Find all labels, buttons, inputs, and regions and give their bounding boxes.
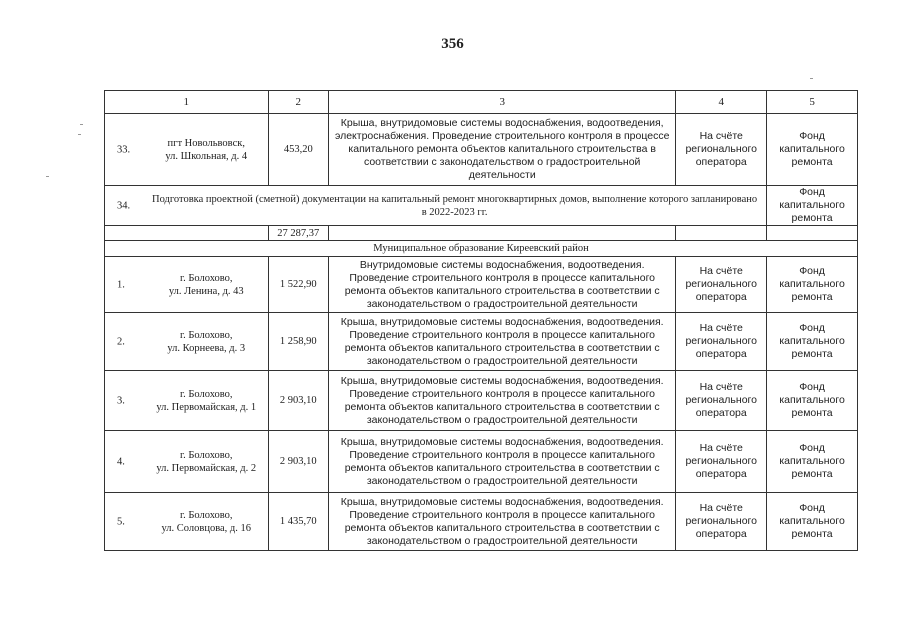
address-cell	[105, 313, 269, 371]
row-number: 1.	[117, 279, 125, 290]
amount-cell: 1 522,90	[268, 257, 329, 313]
operator-cell: На счёте регионального оператора	[676, 371, 767, 431]
address-line-1: г. Болохово,	[179, 329, 233, 341]
header-row	[105, 91, 858, 114]
header-cell-3: 3	[329, 91, 676, 114]
row-number: 5.	[117, 516, 125, 527]
funding-source-cell: Фонд капитального ремонта	[767, 371, 858, 431]
address-line-1: г. Болохово,	[179, 272, 233, 284]
operator-cell: На счёте регионального оператора	[676, 257, 767, 313]
address-line-2: ул. Корнеева, д. 3	[167, 342, 246, 354]
table-row	[105, 186, 858, 226]
work-description: Внутридомовые системы водоснабжения, водоотведения. Проведение строительного контроля в процессе капитального ремонта объектов капитального строительства в соответствии с законодательством о градостроительной деятельности	[329, 257, 676, 313]
work-description: Крыша, внутридомовые системы водоснабжения, водоотведения. Проведение строительного контроля в процессе капитального ремонта объектов капитального строительства в соответствии с законодательством о градостроительной деятельности	[329, 313, 676, 371]
address-line-2: ул. Школьная, д. 4	[165, 150, 248, 162]
funding-source-cell: Фонд капитального ремонта	[767, 257, 858, 313]
address-line-1: пгт Новольвовск,	[167, 137, 245, 149]
row-number: 3.	[117, 395, 125, 406]
design-docs-text: Подготовка проектной (сметной) документации на капитальный ремонт многоквартирных домов, выполнение которого запланировано в 2022-2023 гг.	[152, 193, 758, 218]
address-line-2: ул. Первомайская, д. 2	[156, 462, 257, 474]
address-cell	[105, 114, 269, 186]
row-number: 2.	[117, 336, 125, 347]
amount-cell: 1 258,90	[268, 313, 329, 371]
row-number: 34.	[117, 200, 131, 211]
address-cell	[105, 431, 269, 493]
address-line-1: г. Болохово,	[179, 388, 233, 400]
design-docs-cell	[105, 186, 767, 226]
address-line-1: г. Болохово,	[179, 449, 233, 461]
address-line-2: ул. Первомайская, д. 1	[156, 401, 257, 413]
amount-cell: 2 903,10	[268, 431, 329, 493]
header-cell-1: 1	[105, 91, 269, 114]
table-row	[105, 431, 858, 493]
header-cell-4: 4	[676, 91, 767, 114]
work-description: Крыша, внутридомовые системы водоснабжения, водоотведения. Проведение строительного контроля в процессе капитального ремонта объектов капитального строительства в соответствии с законодательством о градостроительной деятельности	[329, 371, 676, 431]
header-cell-5: 5	[767, 91, 858, 114]
address-cell	[105, 493, 269, 551]
funding-source-cell: Фонд капитального ремонта	[767, 313, 858, 371]
operator-cell: На счёте регионального оператора	[676, 313, 767, 371]
amount-cell: 2 903,10	[268, 371, 329, 431]
table-row	[105, 114, 858, 186]
address-line-2: ул. Ленина, д. 43	[168, 285, 244, 297]
scan-mark	[80, 124, 83, 125]
work-description: Крыша, внутридомовые системы водоснабжения, водоотведения, электроснабжения. Проведение строительного контроля в процессе капитального ремонта объектов капитального строительства в соответствии с законодательством о градостроительной деятельности	[329, 114, 676, 186]
operator-cell: На счёте регионального оператора	[676, 493, 767, 551]
funding-source-cell: Фонд капитального ремонта	[767, 114, 858, 186]
table-row	[105, 493, 858, 551]
scan-mark	[78, 134, 81, 135]
section-title: Муниципальное образование Киреевский район	[105, 241, 858, 257]
total-amount: 27 287,37	[268, 226, 329, 241]
address-cell	[105, 257, 269, 313]
work-description: Крыша, внутридомовые системы водоснабжения, водоотведения. Проведение строительного контроля в процессе капитального ремонта объектов капитального строительства в соответствии с законодательством о градостроительной деятельности	[329, 431, 676, 493]
page-number: 356	[441, 36, 464, 52]
address-line-2: ул. Соловцова, д. 16	[161, 522, 252, 534]
repair-program-table	[104, 90, 858, 551]
empty-cell	[105, 226, 269, 241]
address-cell	[105, 371, 269, 431]
row-number: 4.	[117, 456, 125, 467]
funding-source-cell: Фонд капитального ремонта	[767, 493, 858, 551]
funding-source-cell: Фонд капитального ремонта	[767, 186, 858, 226]
funding-source-cell: Фонд капитального ремонта	[767, 431, 858, 493]
work-description: Крыша, внутридомовые системы водоснабжения, водоотведения. Проведение строительного контроля в процессе капитального ремонта объектов капитального строительства в соответствии с законодательством о градостроительной деятельности	[329, 493, 676, 551]
empty-cell	[329, 226, 676, 241]
operator-cell: На счёте регионального оператора	[676, 114, 767, 186]
amount-cell: 453,20	[268, 114, 329, 186]
total-row	[105, 226, 858, 241]
section-row	[105, 241, 858, 257]
header-cell-2: 2	[268, 91, 329, 114]
amount-cell: 1 435,70	[268, 493, 329, 551]
empty-cell	[676, 226, 767, 241]
operator-cell: На счёте регионального оператора	[676, 431, 767, 493]
empty-cell	[767, 226, 858, 241]
scan-mark	[46, 176, 49, 177]
row-number: 33.	[117, 144, 131, 155]
address-line-1: г. Болохово,	[179, 509, 233, 521]
table-row	[105, 257, 858, 313]
table-row	[105, 313, 858, 371]
scan-mark	[810, 78, 813, 79]
table-row	[105, 371, 858, 431]
